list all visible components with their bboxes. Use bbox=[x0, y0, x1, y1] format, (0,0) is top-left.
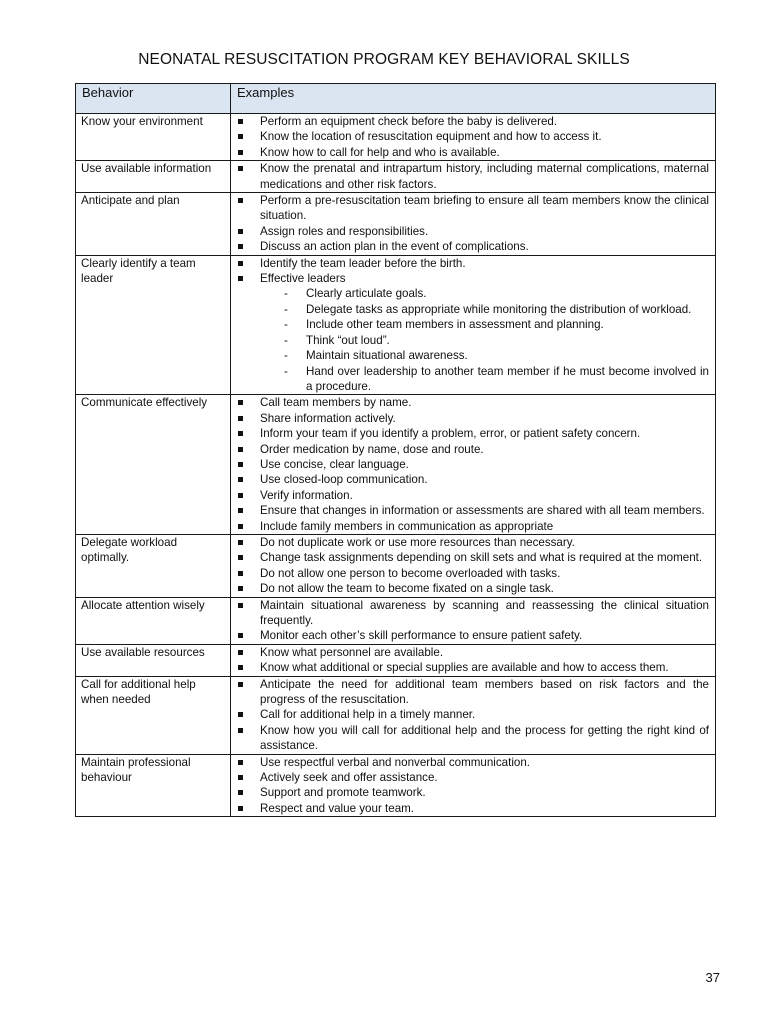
example-text: Ensure that changes in information or assessments are shared with all team members. bbox=[260, 504, 705, 518]
examples-list bbox=[237, 193, 709, 255]
examples-list bbox=[237, 114, 709, 160]
example-text: Actively seek and offer assistance. bbox=[260, 771, 438, 785]
sub-example-text: Think “out loud”. bbox=[306, 333, 390, 347]
sub-example-item bbox=[260, 317, 709, 332]
page-number: 37 bbox=[705, 970, 720, 985]
example-item bbox=[237, 677, 709, 708]
example-text: Include family members in communication as appropriate bbox=[260, 519, 554, 533]
example-item bbox=[237, 145, 709, 160]
square-bullet-icon bbox=[238, 540, 243, 545]
example-item bbox=[237, 707, 709, 722]
examples-cell bbox=[231, 114, 716, 161]
dash-bullet-icon: - bbox=[284, 364, 288, 378]
example-item bbox=[237, 395, 709, 410]
example-text: Know what personnel are available. bbox=[260, 645, 444, 659]
square-bullet-icon bbox=[238, 150, 243, 155]
behavior-cell: Use available information bbox=[76, 161, 231, 193]
example-text: Share information actively. bbox=[260, 411, 396, 425]
square-bullet-icon bbox=[238, 633, 243, 638]
example-item bbox=[237, 801, 709, 816]
example-text: Support and promote teamwork. bbox=[260, 786, 426, 800]
table-row bbox=[76, 161, 716, 193]
behavior-cell: Communicate effectively bbox=[76, 395, 231, 535]
behavior-cell: Call for additional help when needed bbox=[76, 676, 231, 754]
header-row bbox=[76, 84, 716, 114]
sub-example-item bbox=[260, 302, 709, 317]
example-text: Perform an equipment check before the baby is delivered. bbox=[260, 115, 558, 128]
examples-list bbox=[237, 395, 709, 534]
behavior-cell: Use available resources bbox=[76, 644, 231, 676]
square-bullet-icon bbox=[238, 728, 243, 733]
example-text: Know how you will call for additional help and the process for getting the right kind of assistance. bbox=[260, 723, 709, 753]
table-row bbox=[76, 754, 716, 817]
example-item bbox=[237, 426, 709, 441]
table-body bbox=[76, 114, 716, 817]
example-text: Perform a pre-resuscitation team briefing to ensure all team members know the clinical situation. bbox=[260, 194, 709, 223]
example-text: Know the location of resuscitation equipment and how to access it. bbox=[260, 130, 602, 144]
behavior-cell: Anticipate and plan bbox=[76, 193, 231, 256]
square-bullet-icon bbox=[238, 416, 243, 421]
example-text: Respect and value your team. bbox=[260, 801, 415, 815]
table-row bbox=[76, 534, 716, 597]
example-item bbox=[237, 755, 709, 770]
example-item bbox=[237, 723, 709, 754]
square-bullet-icon bbox=[238, 555, 243, 560]
behavior-column-header: Behavior bbox=[76, 84, 231, 114]
behavior-cell: Know your environment bbox=[76, 114, 231, 161]
example-text: Effective leaders bbox=[260, 272, 346, 286]
example-text: Verify information. bbox=[260, 488, 353, 502]
square-bullet-icon bbox=[238, 712, 243, 717]
square-bullet-icon bbox=[238, 806, 243, 811]
example-item bbox=[237, 785, 709, 800]
table-row bbox=[76, 676, 716, 754]
table-row bbox=[76, 395, 716, 535]
example-text: Know what additional or special supplies are available and how to access them. bbox=[260, 661, 669, 675]
table-header bbox=[76, 84, 716, 114]
page-title: NEONATAL RESUSCITATION PROGRAM KEY BEHAVIORAL SKILLS bbox=[138, 51, 630, 68]
example-text: Assign roles and responsibilities. bbox=[260, 224, 429, 238]
square-bullet-icon bbox=[238, 586, 243, 591]
example-text: Use respectful verbal and nonverbal communication. bbox=[260, 755, 531, 769]
example-item bbox=[237, 411, 709, 426]
dash-bullet-icon: - bbox=[284, 302, 288, 316]
dash-bullet-icon: - bbox=[284, 333, 288, 347]
example-item bbox=[237, 598, 709, 629]
table-row bbox=[76, 193, 716, 256]
sub-example-text: Include other team members in assessment and planning. bbox=[306, 318, 604, 332]
examples-column-header: Examples bbox=[231, 84, 716, 114]
square-bullet-icon bbox=[238, 431, 243, 436]
square-bullet-icon bbox=[238, 665, 243, 670]
example-item bbox=[237, 503, 709, 518]
example-text: Know how to call for help and who is available. bbox=[260, 145, 500, 159]
table-row bbox=[76, 597, 716, 644]
example-item bbox=[237, 224, 709, 239]
behavior-cell: Clearly identify a team leader bbox=[76, 255, 231, 395]
example-text: Change task assignments depending on skill sets and what is required at the moment. bbox=[260, 551, 703, 565]
sub-example-item bbox=[260, 364, 709, 395]
example-text: Use concise, clear language. bbox=[260, 457, 409, 471]
square-bullet-icon bbox=[238, 571, 243, 576]
example-item bbox=[237, 628, 709, 643]
sub-example-text: Delegate tasks as appropriate while monitoring the distribution of workload. bbox=[306, 302, 692, 316]
square-bullet-icon bbox=[238, 244, 243, 249]
examples-cell bbox=[231, 676, 716, 754]
sub-examples-list bbox=[260, 286, 709, 394]
example-item bbox=[237, 129, 709, 144]
example-text: Call team members by name. bbox=[260, 396, 412, 410]
square-bullet-icon bbox=[238, 760, 243, 765]
sub-example-text: Clearly articulate goals. bbox=[306, 287, 427, 301]
square-bullet-icon bbox=[238, 524, 243, 529]
square-bullet-icon bbox=[238, 276, 243, 281]
square-bullet-icon bbox=[238, 603, 243, 608]
example-text: Discuss an action plan in the event of complications. bbox=[260, 240, 529, 254]
examples-cell bbox=[231, 754, 716, 817]
example-text: Do not duplicate work or use more resources than necessary. bbox=[260, 535, 575, 549]
examples-list bbox=[237, 161, 709, 192]
examples-cell bbox=[231, 644, 716, 676]
example-text: Call for additional help in a timely manner. bbox=[260, 708, 476, 722]
example-text: Maintain situational awareness by scanning and reassessing the clinical situation frequently. bbox=[260, 598, 709, 627]
behavior-cell: Maintain professional behaviour bbox=[76, 754, 231, 817]
square-bullet-icon bbox=[238, 198, 243, 203]
dash-bullet-icon: - bbox=[284, 287, 288, 301]
sub-example-text: Hand over leadership to another team member if he must become involved in a procedure. bbox=[306, 364, 709, 393]
behavior-cell: Delegate workload optimally. bbox=[76, 534, 231, 597]
examples-cell bbox=[231, 534, 716, 597]
square-bullet-icon bbox=[238, 261, 243, 266]
square-bullet-icon bbox=[238, 493, 243, 498]
example-text: Know the prenatal and intrapartum history, including maternal complications, maternal medications and other risk factors. bbox=[260, 162, 709, 191]
square-bullet-icon bbox=[238, 508, 243, 513]
sub-example-item bbox=[260, 333, 709, 348]
square-bullet-icon bbox=[238, 790, 243, 795]
dash-bullet-icon: - bbox=[284, 349, 288, 363]
example-item bbox=[237, 239, 709, 254]
example-item bbox=[237, 472, 709, 487]
example-text: Inform your team if you identify a problem, error, or patient safety concern. bbox=[260, 427, 641, 441]
examples-cell bbox=[231, 255, 716, 395]
sub-example-item bbox=[260, 348, 709, 363]
example-text: Anticipate the need for additional team members based on risk factors and the progress of the resuscitation. bbox=[260, 677, 709, 707]
table-row bbox=[76, 255, 716, 395]
square-bullet-icon bbox=[238, 229, 243, 234]
examples-list bbox=[237, 256, 709, 395]
behavior-cell: Allocate attention wisely bbox=[76, 597, 231, 644]
sub-example-text: Maintain situational awareness. bbox=[306, 349, 468, 363]
examples-cell bbox=[231, 395, 716, 535]
examples-list bbox=[237, 755, 709, 817]
example-item bbox=[237, 488, 709, 503]
sub-example-item bbox=[260, 286, 709, 301]
square-bullet-icon bbox=[238, 134, 243, 139]
square-bullet-icon bbox=[238, 447, 243, 452]
square-bullet-icon bbox=[238, 166, 243, 171]
example-item bbox=[237, 457, 709, 472]
examples-list bbox=[237, 645, 709, 676]
table-row bbox=[76, 114, 716, 161]
example-item bbox=[237, 256, 709, 271]
example-item bbox=[237, 550, 709, 565]
example-item bbox=[237, 271, 709, 394]
square-bullet-icon bbox=[238, 682, 243, 687]
example-item bbox=[237, 161, 709, 192]
dash-bullet-icon: - bbox=[284, 318, 288, 332]
example-item bbox=[237, 442, 709, 457]
example-item bbox=[237, 114, 709, 129]
example-item bbox=[237, 566, 709, 581]
square-bullet-icon bbox=[238, 400, 243, 405]
examples-list bbox=[237, 535, 709, 597]
examples-list bbox=[237, 677, 709, 754]
square-bullet-icon bbox=[238, 477, 243, 482]
example-text: Do not allow the team to become fixated on a single task. bbox=[260, 582, 554, 596]
example-item bbox=[237, 645, 709, 660]
example-item bbox=[237, 581, 709, 596]
square-bullet-icon bbox=[238, 775, 243, 780]
example-text: Order medication by name, dose and route. bbox=[260, 442, 484, 456]
example-item bbox=[237, 193, 709, 224]
example-text: Identify the team leader before the birth. bbox=[260, 256, 466, 270]
example-item bbox=[237, 535, 709, 550]
behavioral-skills-table bbox=[75, 83, 716, 817]
example-text: Use closed-loop communication. bbox=[260, 473, 428, 487]
examples-list bbox=[237, 598, 709, 644]
examples-cell bbox=[231, 597, 716, 644]
square-bullet-icon bbox=[238, 650, 243, 655]
example-item bbox=[237, 519, 709, 534]
examples-cell bbox=[231, 193, 716, 256]
square-bullet-icon bbox=[238, 462, 243, 467]
square-bullet-icon bbox=[238, 119, 243, 124]
table-row bbox=[76, 644, 716, 676]
example-item bbox=[237, 770, 709, 785]
examples-cell bbox=[231, 161, 716, 193]
example-item bbox=[237, 660, 709, 675]
example-text: Monitor each other’s skill performance to ensure patient safety. bbox=[260, 629, 583, 643]
example-text: Do not allow one person to become overloaded with tasks. bbox=[260, 566, 561, 580]
